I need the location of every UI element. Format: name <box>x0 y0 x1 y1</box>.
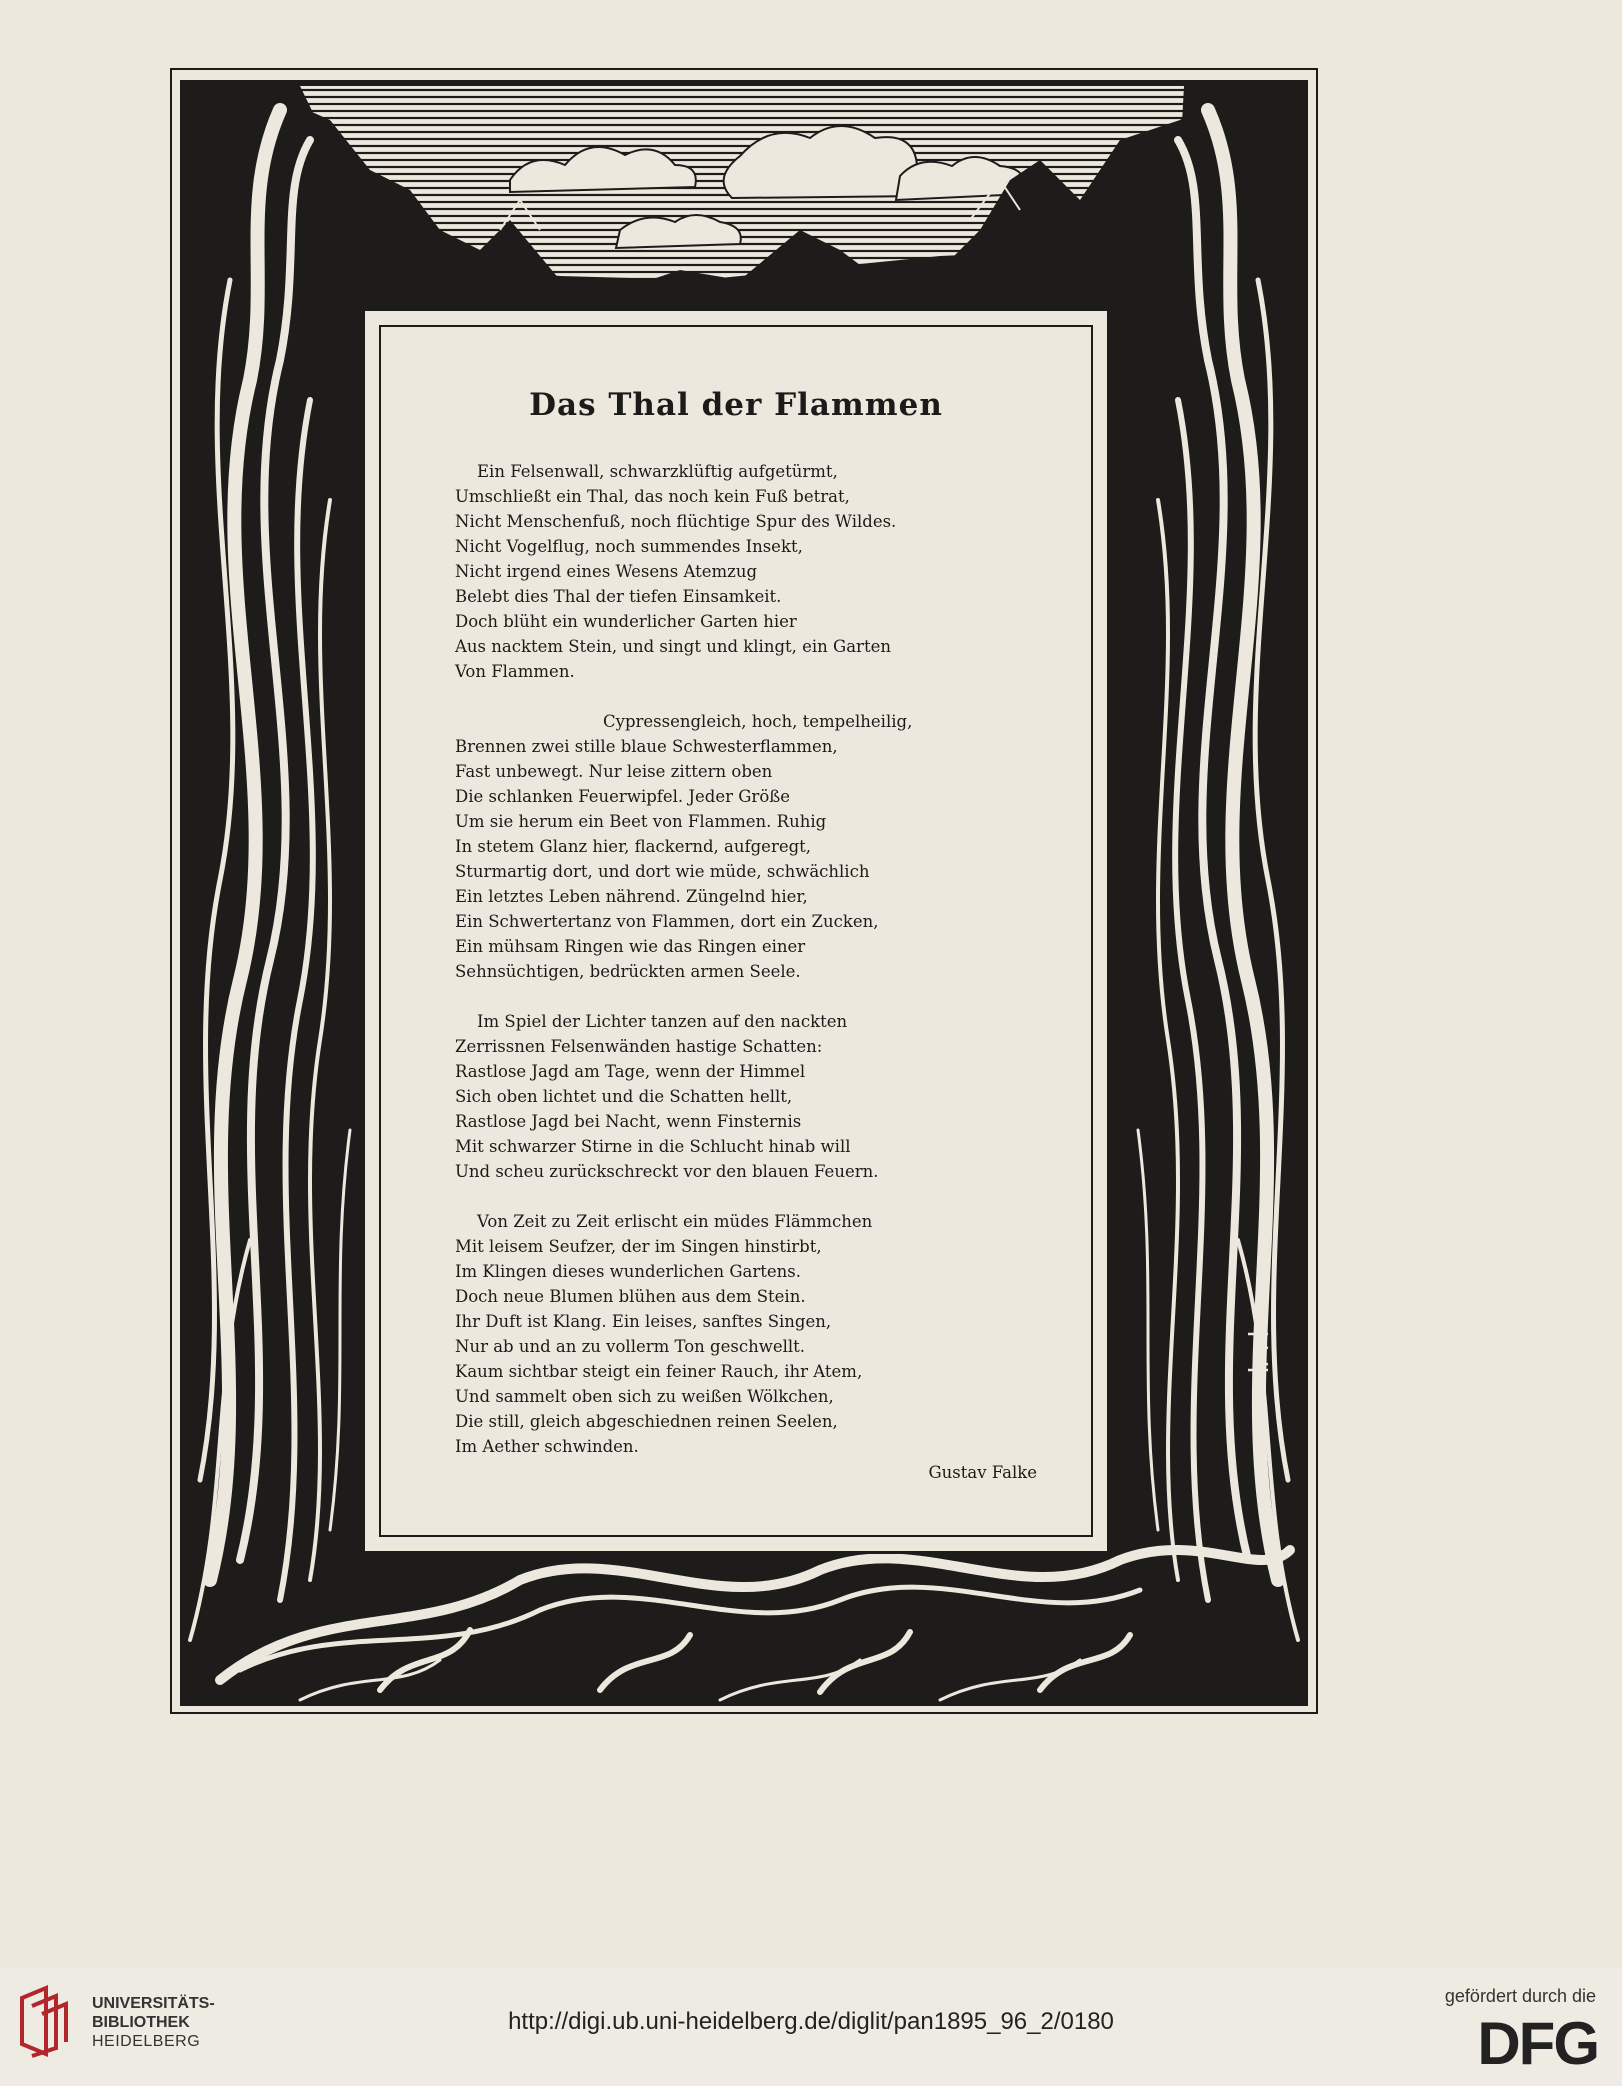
poem-line: Im Klingen dieses wunderlichen Gartens. <box>455 1262 801 1281</box>
poem-line: Ihr Duft ist Klang. Ein leises, sanftes Singen, <box>455 1312 832 1331</box>
poem-line: Ein letztes Leben nährend. Züngelnd hier, <box>455 887 808 906</box>
poem-title: Das Thal der Flammen <box>529 387 943 423</box>
poem-line: Mit leisem Seufzer, der im Singen hinstirbt, <box>455 1237 822 1256</box>
poem-author: Gustav Falke <box>928 1463 1037 1482</box>
poem-line: Um sie herum ein Beet von Flammen. Ruhig <box>455 812 827 831</box>
dfg-logo: DFG <box>1477 2010 1598 2077</box>
poem-line: Von Flammen. <box>455 662 575 681</box>
library-name-line-3: HEIDELBERG <box>92 2033 201 2050</box>
poem-line: Ein mühsam Ringen wie das Ringen einer <box>455 937 806 956</box>
poem-line: Nicht irgend eines Wesens Atemzug <box>455 562 758 581</box>
stanza-3 <box>455 1009 1025 1184</box>
poem-line: Mit schwarzer Stirne in die Schlucht hinab will <box>455 1137 851 1156</box>
poem-line: Aus nacktem Stein, und singt und klingt, ein Garten <box>455 637 891 656</box>
poem-line: Brennen zwei stille blaue Schwesterflammen, <box>455 737 838 756</box>
poem-line: Nicht Menschenfuß, noch flüchtige Spur des Wildes. <box>455 512 897 531</box>
poem-line: Cypressengleich, hoch, tempelheilig, <box>603 712 913 731</box>
funding-note: gefördert durch die <box>1444 1986 1596 2006</box>
viewer-footer <box>0 1968 1622 2086</box>
stanza-2 <box>455 709 1025 984</box>
poem-line: Ein Felsenwall, schwarzklüftig aufgetürmt, <box>477 462 838 481</box>
poem-line: Im Spiel der Lichter tanzen auf den nackten <box>477 1012 848 1031</box>
poem-line: Sich oben lichtet und die Schatten hellt, <box>455 1087 793 1106</box>
page-url-link[interactable]: http://digi.ub.uni-heidelberg.de/diglit/pan1895_96_2/0180 <box>508 2008 1114 2035</box>
poem-line: Nicht Vogelflug, noch summendes Insekt, <box>455 537 803 556</box>
poem-line: Rastlose Jagd am Tage, wenn der Himmel <box>455 1062 806 1081</box>
poem-line: Sehnsüchtigen, bedrückten armen Seele. <box>455 962 801 981</box>
poem-line: Von Zeit zu Zeit erlischt ein müdes Flämmchen <box>477 1212 873 1231</box>
stanza-4 <box>455 1209 1025 1459</box>
stanza-1 <box>455 459 1025 684</box>
poem-line: Im Aether schwinden. <box>455 1437 639 1456</box>
poem-line: Umschließt ein Thal, das noch kein Fuß betrat, <box>455 487 850 506</box>
poem-line: Und scheu zurückschreckt vor den blauen Feuern. <box>455 1162 879 1181</box>
poem-line: In stetem Glanz hier, flackernd, aufgeregt, <box>455 837 812 856</box>
poem-line: Doch neue Blumen blühen aus dem Stein. <box>455 1287 806 1306</box>
library-name-line-2: BIBLIOTHEK <box>92 2014 190 2031</box>
poem-line: Fast unbewegt. Nur leise zittern oben <box>455 762 773 781</box>
poem-line: Nur ab und an zu vollerm Ton geschwellt. <box>455 1337 806 1356</box>
poem-line: Kaum sichtbar steigt ein feiner Rauch, ihr Atem, <box>455 1362 863 1381</box>
poem-line: Sturmartig dort, und dort wie müde, schwächlich <box>455 862 870 881</box>
poem-line: Die still, gleich abgeschiednen reinen Seelen, <box>455 1412 838 1431</box>
library-name-line-1: UNIVERSITÄTS- <box>92 1995 215 2012</box>
poem-line: Doch blüht ein wunderlicher Garten hier <box>455 612 797 631</box>
poem-line: Belebt dies Thal der tiefen Einsamkeit. <box>455 587 782 606</box>
poem-line: Und sammelt oben sich zu weißen Wölkchen, <box>455 1387 834 1406</box>
poem-line: Rastlose Jagd bei Nacht, wenn Finsternis <box>455 1112 802 1131</box>
poem-line: Die schlanken Feuerwipfel. Jeder Größe <box>455 787 791 806</box>
poem-body <box>455 459 1025 1484</box>
poem-line: Ein Schwertertanz von Flammen, dort ein Zucken, <box>455 912 879 931</box>
poem-panel <box>362 308 1110 1554</box>
artist-monogram-icon <box>1244 1328 1272 1374</box>
poem-line: Zerrissnen Felsenwänden hastige Schatten: <box>455 1037 823 1056</box>
